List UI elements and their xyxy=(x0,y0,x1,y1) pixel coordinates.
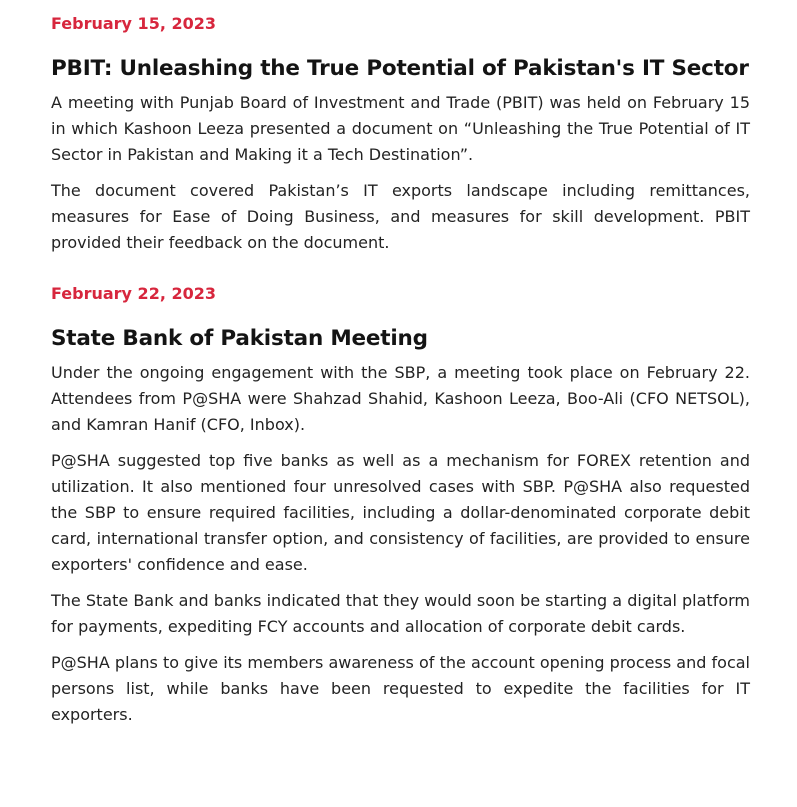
news-post-sbp xyxy=(51,282,750,728)
post-title: State Bank of Pakistan Meeting xyxy=(51,326,428,351)
post-paragraph: A meeting with Punjab Board of Investment and Trade (PBIT) was held on February 15 in which Kashoon Leeza presented a document on “Unleashing the True Potential of IT Sector in Pakistan and Making it a Tech Destination”. xyxy=(51,93,750,164)
post-paragraph: Under the ongoing engagement with the SBP, a meeting took place on February 22. Attendees from P@SHA were Shahzad Shahid, Kashoon Leeza, Boo-Ali (CFO NETSOL), and Kamran Hanif (CFO, Inbox). xyxy=(51,363,750,434)
post-paragraph: The State Bank and banks indicated that they would soon be starting a digital platform for payments, expediting FCY accounts and allocation of corporate debit cards. xyxy=(51,591,750,636)
post-title: PBIT: Unleashing the True Potential of Pakistan's IT Sector xyxy=(51,56,749,81)
post-paragraph: P@SHA plans to give its members awareness of the account opening process and focal persons list, while banks have been requested to expedite the facilities for IT exporters. xyxy=(51,653,750,724)
post-date: February 15, 2023 xyxy=(51,14,216,33)
news-post-pbit xyxy=(51,12,750,256)
post-date: February 22, 2023 xyxy=(51,284,216,303)
post-paragraph: The document covered Pakistan’s IT exports landscape including remittances, measures for Ease of Doing Business, and measures for skill development. PBIT provided their feedback on the document. xyxy=(51,181,750,252)
post-paragraph: P@SHA suggested top five banks as well as a mechanism for FOREX retention and utilization. It also mentioned four unresolved cases with SBP. P@SHA also requested the SBP to ensure required facilities, including a dollar-denominated corporate debit card, international transfer option, and consistency of facilities, are provided to ensure exporters' confidence and ease. xyxy=(51,451,750,574)
